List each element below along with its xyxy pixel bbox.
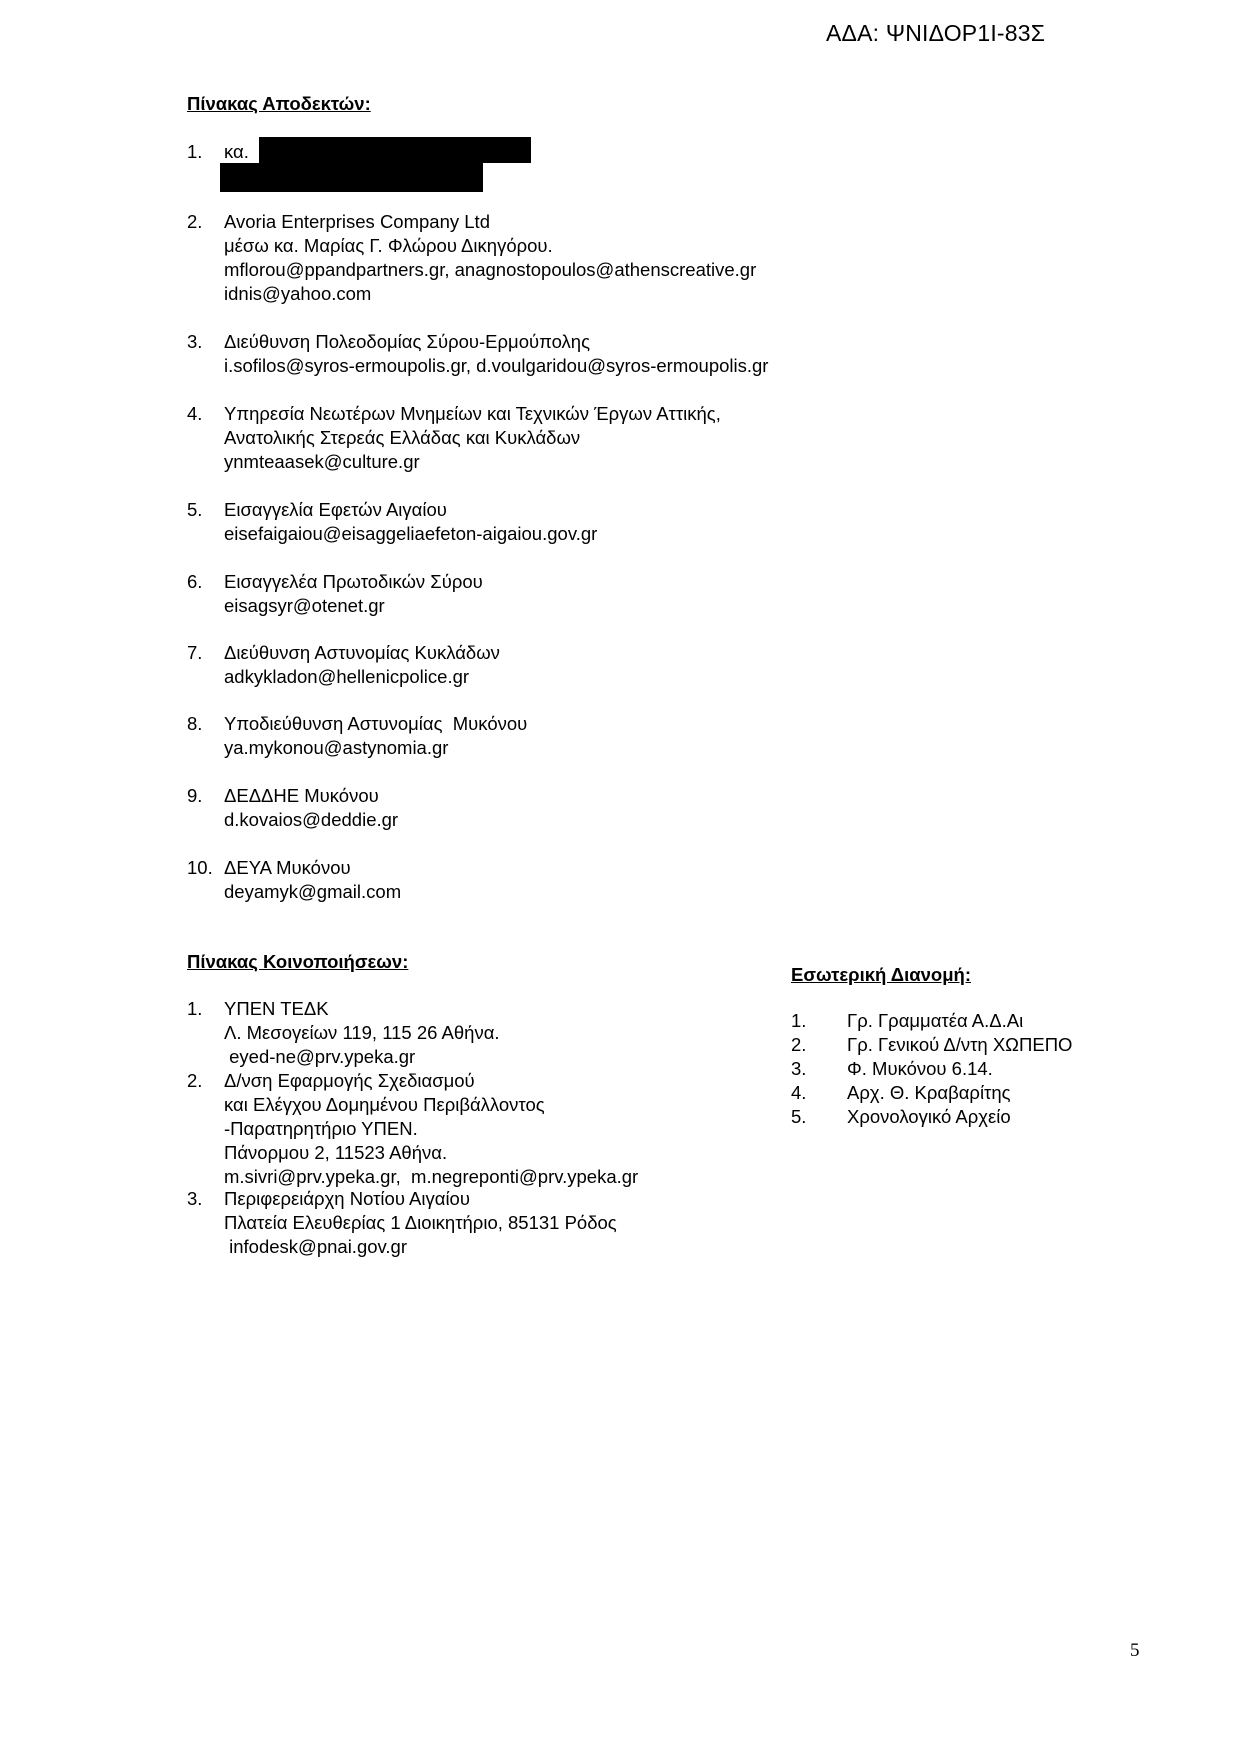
item-line: ya.mykonou@astynomia.gr	[224, 737, 449, 758]
item-line: i.sofilos@syros-ermoupolis.gr, d.voulgaridou@syros-ermoupolis.gr	[224, 355, 769, 376]
list-item	[187, 712, 987, 760]
item-line: idnis@yahoo.com	[224, 283, 372, 304]
list-item	[187, 856, 987, 904]
item-number: 9.	[187, 785, 203, 806]
item-text: Φ. Μυκόνου 6.14.	[847, 1058, 993, 1079]
item-line: μέσω κα. Μαρίας Γ. Φλώρου Δικηγόρου.	[224, 235, 553, 256]
page-number: 5	[1130, 1640, 1140, 1661]
item-line: Διεύθυνση Αστυνομίας Κυκλάδων	[224, 642, 500, 663]
item-number: 1.	[187, 141, 203, 162]
item-number: 2.	[791, 1034, 807, 1055]
notifications-heading: Πίνακας Κοινοποιήσεων:	[187, 951, 409, 972]
item-line: ΔΕΔΔΗΕ Μυκόνου	[224, 785, 379, 806]
item-body	[224, 402, 721, 474]
list-item	[187, 570, 987, 618]
recipients-heading: Πίνακας Αποδεκτών:	[187, 93, 371, 114]
redaction-block	[259, 137, 531, 163]
list-item	[187, 1187, 987, 1259]
item-body	[224, 1187, 617, 1259]
list-item	[187, 210, 987, 306]
item-body	[224, 641, 500, 689]
list-item	[187, 641, 987, 689]
item-line: -Παρατηρητήριο ΥΠΕΝ.	[224, 1118, 418, 1139]
item-number: 10.	[187, 857, 213, 878]
list-item	[187, 498, 987, 546]
item-body	[224, 210, 756, 306]
item-number: 2.	[187, 211, 203, 232]
item-line: κα.	[224, 141, 249, 162]
item-line: infodesk@pnai.gov.gr	[224, 1236, 407, 1257]
item-line: Περιφερειάρχη Νοτίου Αιγαίου	[224, 1188, 470, 1209]
item-number: 5.	[791, 1106, 807, 1127]
item-line: Διεύθυνση Πολεοδομίας Σύρου-Ερμούπολης	[224, 331, 590, 352]
item-line: Εισαγγελία Εφετών Αιγαίου	[224, 499, 447, 520]
item-line: Δ/νση Εφαρμογής Σχεδιασμού	[224, 1070, 475, 1091]
item-number: 1.	[187, 998, 203, 1019]
item-line: mflorou@ppandpartners.gr, anagnostopoulos@athenscreative.gr	[224, 259, 757, 280]
list-item	[187, 784, 987, 832]
item-line: ΔΕΥΑ Μυκόνου	[224, 857, 351, 878]
item-body	[224, 140, 249, 164]
item-line: adkykladon@hellenicpolice.gr	[224, 666, 470, 687]
item-number: 3.	[187, 1188, 203, 1209]
item-line: deyamyk@gmail.com	[224, 881, 402, 902]
item-number: 3.	[791, 1058, 807, 1079]
item-line: Ανατολικής Στερεάς Ελλάδας και Κυκλάδων	[224, 427, 581, 448]
item-number: 1.	[791, 1010, 807, 1031]
item-line: Λ. Μεσογείων 119, 115 26 Αθήνα.	[224, 1022, 500, 1043]
item-line: eisagsyr@otenet.gr	[224, 595, 385, 616]
item-line: ynmteaasek@culture.gr	[224, 451, 420, 472]
item-line: Avoria Enterprises Company Ltd	[224, 211, 490, 232]
item-line: Εισαγγελέα Πρωτοδικών Σύρου	[224, 571, 483, 592]
item-line: Υποδιεύθυνση Αστυνομίας Μυκόνου	[224, 713, 528, 734]
list-item	[187, 330, 987, 378]
item-body	[224, 856, 401, 904]
item-line: και Ελέγχου Δομημένου Περιβάλλοντος	[224, 1094, 545, 1115]
item-line: ΥΠΕΝ ΤΕΔΚ	[224, 998, 329, 1019]
item-text: Γρ. Γενικού Δ/ντη ΧΩΠΕΠΟ	[847, 1034, 1073, 1055]
item-text: Γρ. Γραμματέα Α.Δ.Αι	[847, 1010, 1024, 1031]
item-number: 4.	[187, 403, 203, 424]
item-number: 2.	[187, 1070, 203, 1091]
item-line: Υπηρεσία Νεωτέρων Μνημείων και Τεχνικών Έργων Αττικής,	[224, 403, 721, 424]
item-body	[224, 570, 483, 618]
item-line: d.kovaios@deddie.gr	[224, 809, 399, 830]
item-text: Αρχ. Θ. Κραβαρίτης	[847, 1082, 1011, 1103]
item-line: Πλατεία Ελευθερίας 1 Διοικητήριο, 85131 Ρόδος	[224, 1212, 617, 1233]
item-number: 7.	[187, 642, 203, 663]
item-number: 6.	[187, 571, 203, 592]
internal-distribution-heading: Εσωτερική Διανομή:	[791, 964, 971, 985]
item-line: eyed-ne@prv.ypeka.gr	[224, 1046, 416, 1067]
item-line: m.sivri@prv.ypeka.gr, m.negreponti@prv.ypeka.gr	[224, 1166, 639, 1187]
item-line: eisefaigaiou@eisaggeliaefeton-aigaiou.gov.gr	[224, 523, 598, 544]
list-item	[187, 402, 987, 474]
ada-code: ΑΔΑ: ΨΝΙΔΟΡ1Ι-83Σ	[826, 20, 1046, 46]
item-text: Χρονολογικό Αρχείο	[847, 1106, 1011, 1127]
item-number: 4.	[791, 1082, 807, 1103]
item-body	[224, 1069, 638, 1189]
item-number: 8.	[187, 713, 203, 734]
item-body	[224, 330, 768, 378]
item-line: Πάνορμου 2, 11523 Αθήνα.	[224, 1142, 448, 1163]
item-body	[224, 997, 500, 1069]
item-body	[224, 712, 527, 760]
item-number: 3.	[187, 331, 203, 352]
redaction-block	[220, 163, 483, 192]
item-number: 5.	[187, 499, 203, 520]
item-body	[224, 784, 398, 832]
item-body	[224, 498, 597, 546]
